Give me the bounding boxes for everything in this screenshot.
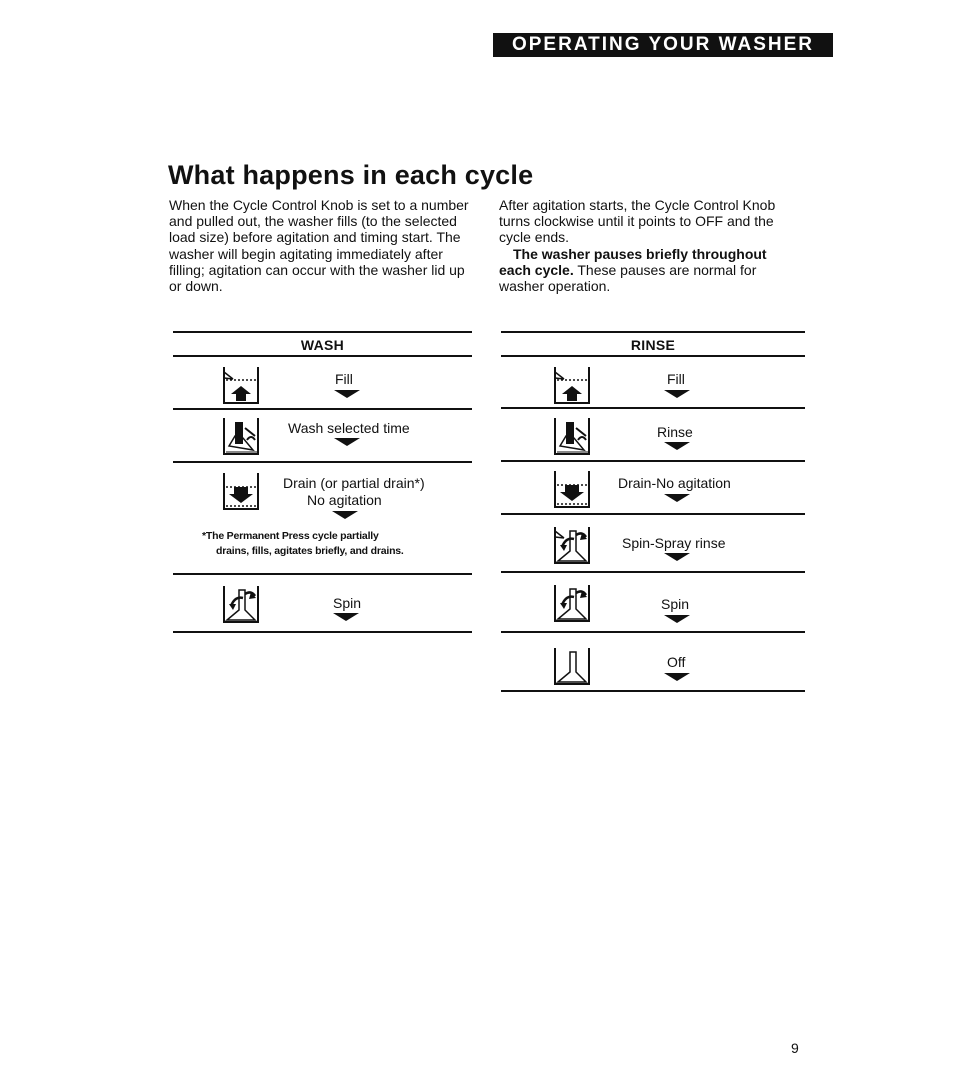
fill-icon	[552, 365, 592, 405]
footnote-line: *The Permanent Press cycle partially	[202, 530, 379, 542]
spin-icon	[221, 584, 261, 624]
agitate-icon	[552, 416, 592, 456]
rinse-heading: RINSE	[630, 337, 676, 353]
intro-right-paragraph: After agitation starts, the Cycle Control Knob turns clockwise until it points to OFF and the cycle ends.	[499, 197, 776, 246]
divider	[501, 690, 805, 692]
intro-right	[499, 197, 799, 294]
spin-icon	[552, 583, 592, 623]
down-arrow-icon	[664, 553, 690, 561]
step-label: Spin	[661, 596, 690, 612]
fill-icon	[221, 365, 261, 405]
down-arrow-icon	[664, 494, 690, 502]
step-label: Spin-Spray rinse	[622, 535, 726, 551]
divider	[173, 331, 472, 333]
pause-note-rest: These pauses are normal for washer operation.	[499, 261, 757, 295]
rinse-step-spin-spray	[501, 515, 805, 571]
step-label: Spin	[333, 595, 362, 611]
wash-step-fill	[173, 357, 472, 408]
wash-step-agitate	[173, 410, 472, 461]
step-label: Drain-No agitation	[618, 475, 731, 491]
section-header: OPERATING YOUR WASHER	[493, 33, 833, 57]
spin-spray-icon	[552, 525, 592, 565]
intro-left-paragraph: When the Cycle Control Knob is set to a number and pulled out, the washer fills (to the selected load size) before agitation and timing start. The washer will begin agitating immediately after filling; agitation can occur with the washer lid up or down.	[169, 197, 469, 295]
drain-icon	[552, 469, 592, 509]
footnote-line: drains, fills, agitates briefly, and drains.	[216, 545, 404, 557]
rinse-step-rinse	[501, 409, 805, 460]
step-label: Fill	[667, 371, 685, 387]
wash-step-spin	[173, 575, 472, 631]
step-label-secondary: No agitation	[307, 492, 382, 508]
drain-icon	[221, 471, 261, 511]
down-arrow-icon	[332, 511, 358, 519]
wash-heading: WASH	[300, 337, 345, 353]
divider	[501, 331, 805, 333]
down-arrow-icon	[664, 673, 690, 681]
rinse-step-off	[501, 633, 805, 690]
page-title: What happens in each cycle	[168, 160, 534, 190]
rinse-step-fill	[501, 357, 805, 407]
step-label: Fill	[335, 371, 353, 387]
step-label: Wash selected time	[288, 420, 410, 436]
rinse-step-spin	[501, 573, 805, 631]
down-arrow-icon	[664, 615, 690, 623]
step-label: Rinse	[657, 424, 693, 440]
down-arrow-icon	[664, 442, 690, 450]
agitate-icon	[221, 416, 261, 456]
rinse-step-drain	[501, 462, 805, 513]
divider	[173, 631, 472, 633]
down-arrow-icon	[664, 390, 690, 398]
down-arrow-icon	[333, 613, 359, 621]
page-number: 9	[791, 1040, 799, 1056]
off-icon	[552, 646, 592, 686]
step-label: Drain (or partial drain*)	[283, 475, 425, 491]
step-label: Off	[667, 654, 686, 670]
pause-note-bold: The washer pauses briefly throughout each cycle.	[499, 245, 767, 278]
down-arrow-icon	[334, 438, 360, 446]
wash-step-drain	[173, 463, 472, 573]
down-arrow-icon	[334, 390, 360, 398]
intro-right-note	[499, 246, 799, 295]
